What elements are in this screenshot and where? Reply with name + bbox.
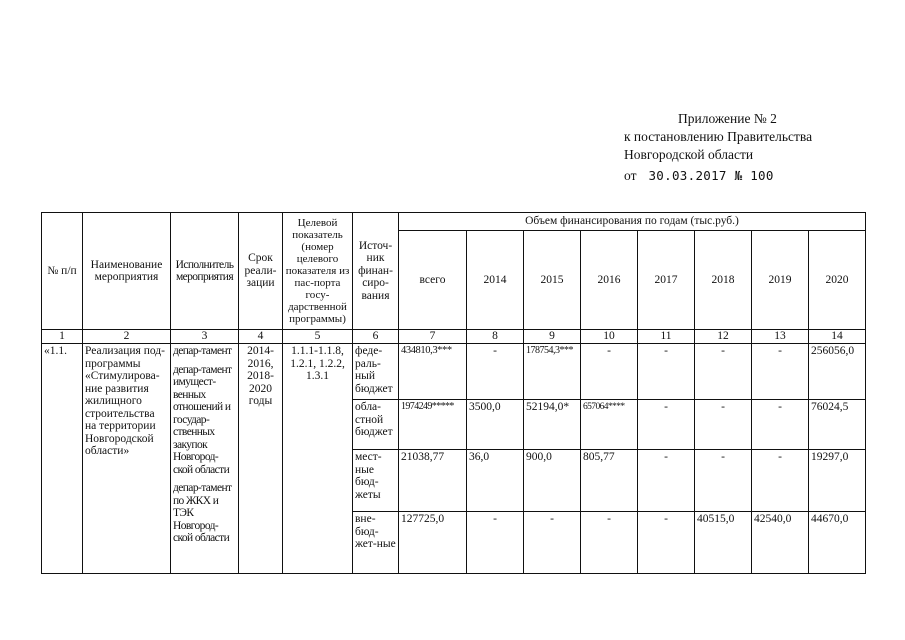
header-year: 2020 [809, 231, 866, 330]
source-name: обла-стной бюджет [353, 400, 399, 450]
column-number: 1 [42, 330, 83, 344]
header-financing-group: Объем финансирования по годам (тыс.руб.) [399, 213, 866, 231]
value-cell: - [638, 344, 695, 400]
resolution-line: к постановлению Правительства [624, 129, 813, 144]
appendix-title: Приложение № 2 [678, 111, 777, 126]
activity-executor [171, 344, 239, 574]
value-cell: 127725,0 [399, 512, 467, 574]
value-cell: - [752, 450, 809, 512]
value-cell: 434810,3*** [399, 344, 467, 400]
value-cell: 256056,0 [809, 344, 866, 400]
column-number: 3 [171, 330, 239, 344]
column-number: 13 [752, 330, 809, 344]
header-source: Источ-ник финан-сиро-вания [353, 213, 399, 330]
executor-1: депар-тамент [173, 345, 232, 357]
value-cell: - [695, 400, 752, 450]
value-cell: - [695, 344, 752, 400]
header-total: всего [399, 231, 467, 330]
activity-target: 1.1.1-1.1.8, 1.2.1, 1.2.2, 1.3.1 [283, 344, 353, 574]
value-cell: - [752, 400, 809, 450]
column-number: 2 [83, 330, 171, 344]
date-line [624, 167, 812, 185]
header-year: 2014 [467, 231, 524, 330]
column-number: 14 [809, 330, 866, 344]
value-cell: 44670,0 [809, 512, 866, 574]
value-cell: 76024,5 [809, 400, 866, 450]
value-cell: - [524, 512, 581, 574]
column-number: 9 [524, 330, 581, 344]
header-name: Наименование мероприятия [83, 213, 171, 330]
value-cell: 900,0 [524, 450, 581, 512]
header-executor: Исполнитель мероприятия [171, 213, 239, 330]
column-number: 11 [638, 330, 695, 344]
row-number: «1.1. [42, 344, 83, 574]
column-number: 6 [353, 330, 399, 344]
header-target: Целевой показатель (номер целевого показателя из пас-порта госу-дарственной программы) [283, 213, 353, 330]
value-cell: 657064**** [581, 400, 638, 450]
value-cell: - [695, 450, 752, 512]
header-no: № п/п [42, 213, 83, 330]
executor-3: депар-тамент по ЖКХ и ТЭК Новгород-ской области [173, 482, 232, 544]
column-number: 8 [467, 330, 524, 344]
column-number: 7 [399, 330, 467, 344]
value-cell: 52194,0* [524, 400, 581, 450]
value-cell: - [581, 512, 638, 574]
date-prefix: от [624, 168, 637, 183]
value-cell: - [467, 512, 524, 574]
value-cell: - [638, 400, 695, 450]
region-line: Новгородской области [624, 147, 754, 162]
value-cell: 805,77 [581, 450, 638, 512]
header-year: 2017 [638, 231, 695, 330]
value-cell: 42540,0 [752, 512, 809, 574]
column-number: 5 [283, 330, 353, 344]
value-cell: 19297,0 [809, 450, 866, 512]
source-name: вне-бюд-жет-ные [353, 512, 399, 574]
value-cell: 21038,77 [399, 450, 467, 512]
value-cell: 40515,0 [695, 512, 752, 574]
value-cell: - [638, 450, 695, 512]
value-cell: 3500,0 [467, 400, 524, 450]
executor-2: депар-тамент имущест-венных отношений и государ-ственных закупок Новгород-ской области [173, 363, 232, 476]
column-number: 4 [239, 330, 283, 344]
value-cell: - [467, 344, 524, 400]
value-cell: - [638, 512, 695, 574]
header-term: Срок реали-зации [239, 213, 283, 330]
header-year: 2016 [581, 231, 638, 330]
value-cell: 178754,3*** [524, 344, 581, 400]
value-cell: - [752, 344, 809, 400]
source-name: феде-раль-ный бюджет [353, 344, 399, 400]
activity-name: Реализация под-программы «Стимулирова-ние развития жилищного строительства на территории Новгородской области» [83, 344, 171, 574]
value-cell: - [581, 344, 638, 400]
source-name: мест-ные бюд-жеты [353, 450, 399, 512]
column-number: 10 [581, 330, 638, 344]
value-cell: 36,0 [467, 450, 524, 512]
financing-table [41, 212, 866, 574]
date-value: 30.03.2017 № 100 [648, 168, 774, 183]
activity-term: 2014-2016, 2018-2020 годы [239, 344, 283, 574]
column-number: 12 [695, 330, 752, 344]
value-cell: 1974249***** [399, 400, 467, 450]
header-year: 2018 [695, 231, 752, 330]
document-header [624, 110, 812, 185]
header-year: 2015 [524, 231, 581, 330]
header-year: 2019 [752, 231, 809, 330]
